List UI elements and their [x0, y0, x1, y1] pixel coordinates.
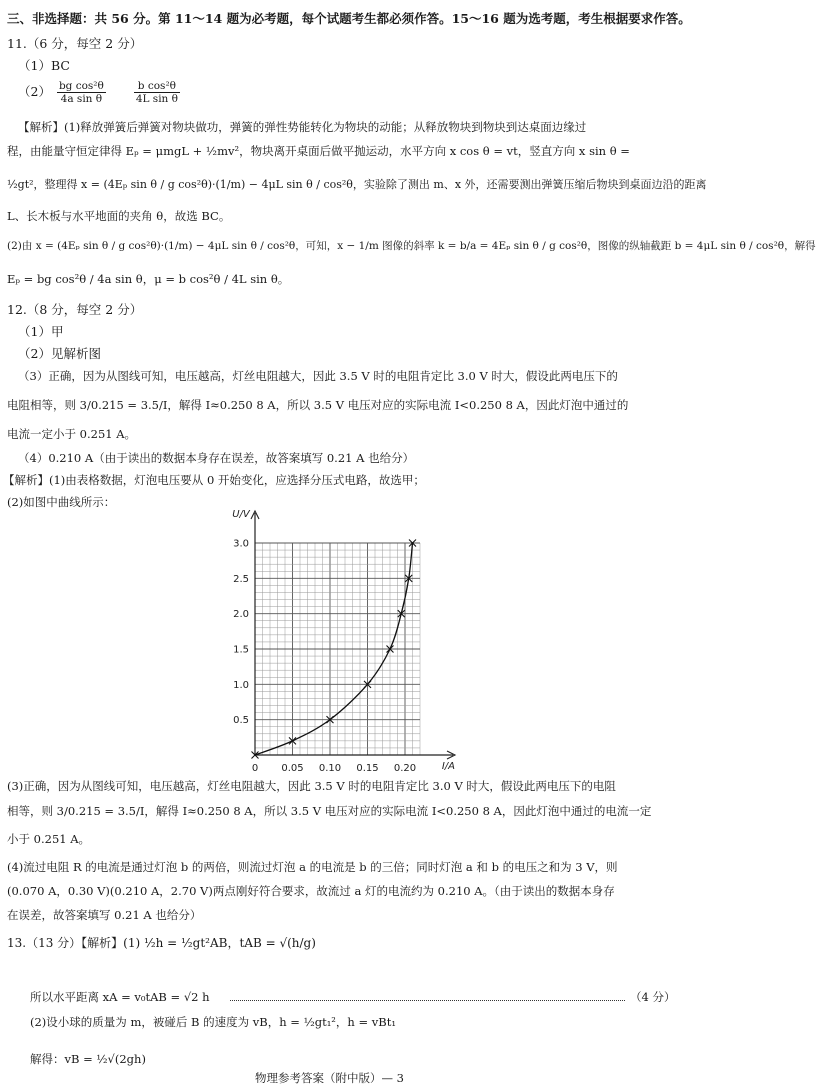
q12-analysis-line-2: (2)如图中曲线所示： [7, 495, 116, 509]
x-tick-label: 0 [251, 763, 259, 774]
q11-answer-2 [18, 80, 182, 105]
page-footer: 物理参考答案（附中版）— 3 [255, 1071, 404, 1085]
x-tick-label: 0.05 [281, 763, 304, 774]
chart-labels [232, 509, 455, 774]
q12-heading: 12.（8 分，每空 2 分） [7, 302, 143, 317]
y-axis-title: U/V [232, 509, 250, 520]
q13-line-3: (2)设小球的质量为 m，被碰后 B 的速度为 vB，h = ½gt₁²，h = vBt₁ [30, 1015, 396, 1029]
q11-analysis-line-3: ½gt²，整理得 x = (4Eₚ sin θ / g cos²θ)·(1/m) − 4μL sin θ / cos²θ，实验除了测出 m、x 外，还需要测出弹簧压缩后物块到桌面边沿的距离 [7, 178, 707, 191]
q13-heading: 13.（13 分）【解析】(1) ½h = ½gt²AB，tAB = √(h/g) [7, 936, 316, 950]
q11-analysis-line-1: 【解析】(1)释放弹簧后弹簧对物块做功，弹簧的弹性势能转化为物块的动能；从释放物块到物块到达桌面边缘过 [18, 120, 587, 134]
x-tick-label: 0.15 [356, 763, 379, 774]
section-header: 三、非选择题：共 56 分。第 11～14 题为必考题，每个试题考生都必须作答。15～16 题为选考题，考生根据要求作答。 [7, 11, 691, 26]
q12-analysis-line-1: 【解析】(1)由表格数据，灯泡电压要从 0 开始变化，应选择分压式电路，故选甲； [3, 473, 425, 487]
chart-grid [255, 543, 420, 755]
q11-fraction-1-num: bg cos²θ [58, 80, 104, 92]
y-tick-label: 1.5 [233, 644, 249, 656]
q12-answer-4: （4）0.210 A（由于读出的数据本身存在误差，故答案填写 0.21 A 也给分） [18, 451, 415, 465]
q11-analysis-line-2: 程，由能量守恒定律得 Eₚ = μmgL + ½mv²，物块离开桌面后做平抛运动，水平方向 x cos θ = vt，竖直方向 x sin θ = [7, 144, 630, 158]
q11-analysis-line-6: Eₚ = bg cos²θ / 4a sin θ，μ = b cos²θ / 4L sin θ。 [7, 272, 290, 286]
q11-fraction-2 [134, 80, 180, 105]
q12-answer-1: （1）甲 [18, 324, 64, 339]
q11-answer-1: （1）BC [18, 58, 70, 73]
q12-analysis-line-5: 小于 0.251 A。 [7, 832, 91, 846]
q12-analysis-line-7: (0.070 A，0.30 V)(0.210 A，2.70 V)两点刚好符合要求，故流过 a 灯的电流约为 0.210 A。（由于读出的数据本身存 [7, 884, 615, 898]
q13-dot-leader [230, 1000, 625, 1001]
y-tick-label: 0.5 [233, 715, 249, 727]
q12-analysis-line-6: (4)流过电阻 R 的电流是通过灯泡 b 的两倍，则流过灯泡 a 的电流是 b 的三倍；同时灯泡 a 和 b 的电压之和为 3 V，则 [7, 860, 618, 874]
x-tick-label: 0.20 [393, 763, 417, 774]
q12-answer-3-line-3: 电流一定小于 0.251 A。 [7, 427, 137, 441]
x-tick-label: 0.10 [318, 763, 342, 774]
q11-fraction-2-den: 4L sin θ [135, 93, 178, 106]
q12-analysis-line-8: 在误差，故答案填写 0.21 A 也给分） [7, 908, 202, 922]
q13-line-2: 所以水平距离 xA = v₀tAB = √2 h [30, 990, 210, 1004]
q11-fraction-2-num: b cos²θ [134, 80, 180, 93]
q12-answer-2: （2）见解析图 [18, 346, 101, 361]
q13-line-4: 解得：vB = ½√(2gh) [30, 1052, 146, 1066]
y-tick-label: 2.0 [233, 609, 249, 621]
q12-answer-3-line-1: （3）正确，因为从图线可知，电压越高，灯丝电阻越大，因此 3.5 V 时的电阻肯定比 3.0 V 时大，假设此两电压下的 [18, 369, 618, 383]
q11-heading: 11.（6 分，每空 2 分） [7, 36, 143, 51]
q11-analysis-line-4: L、长木板与水平地面的夹角 θ，故选 BC。 [7, 209, 231, 223]
y-tick-label: 3.0 [233, 538, 249, 550]
q12-answer-3-line-2: 电阻相等，则 3/0.215 = 3.5/I，解得 I≈0.250 8 A，所以 3.5 V 电压对应的实际电流 I<0.250 8 A，因此灯泡中通过的 [7, 398, 629, 412]
iv-chart [215, 505, 465, 780]
q11-analysis-line-5: (2)由 x = (4Eₚ sin θ / g cos²θ)·(1/m) − 4μL sin θ / cos²θ，可知，x − 1/m 图像的斜率 k = b/a = 4Eₚ sin θ / g cos²θ，图像的纵轴截距 b = 4μL sin θ / cos²θ，解得 [7, 240, 816, 252]
q11-answer-2-label: （2） [18, 84, 51, 100]
q11-fraction-1 [57, 80, 106, 105]
x-axis-title: I/A [441, 761, 455, 772]
y-tick-label: 2.5 [233, 573, 249, 585]
y-tick-label: 1.0 [233, 679, 249, 691]
q12-analysis-line-4: 相等，则 3/0.215 = 3.5/I，解得 I≈0.250 8 A，所以 3.5 V 电压对应的实际电流 I<0.250 8 A，因此灯泡中通过的电流一定 [7, 804, 652, 818]
q11-fraction-1-den: 4a sin θ [60, 93, 103, 106]
q12-analysis-line-3: (3)正确，因为从图线可知，电压越高，灯丝电阻越大，因此 3.5 V 时的电阻肯定比 3.0 V 时大，假设此两电压下的电阻 [7, 779, 616, 793]
q13-score: （4 分） [630, 990, 676, 1004]
